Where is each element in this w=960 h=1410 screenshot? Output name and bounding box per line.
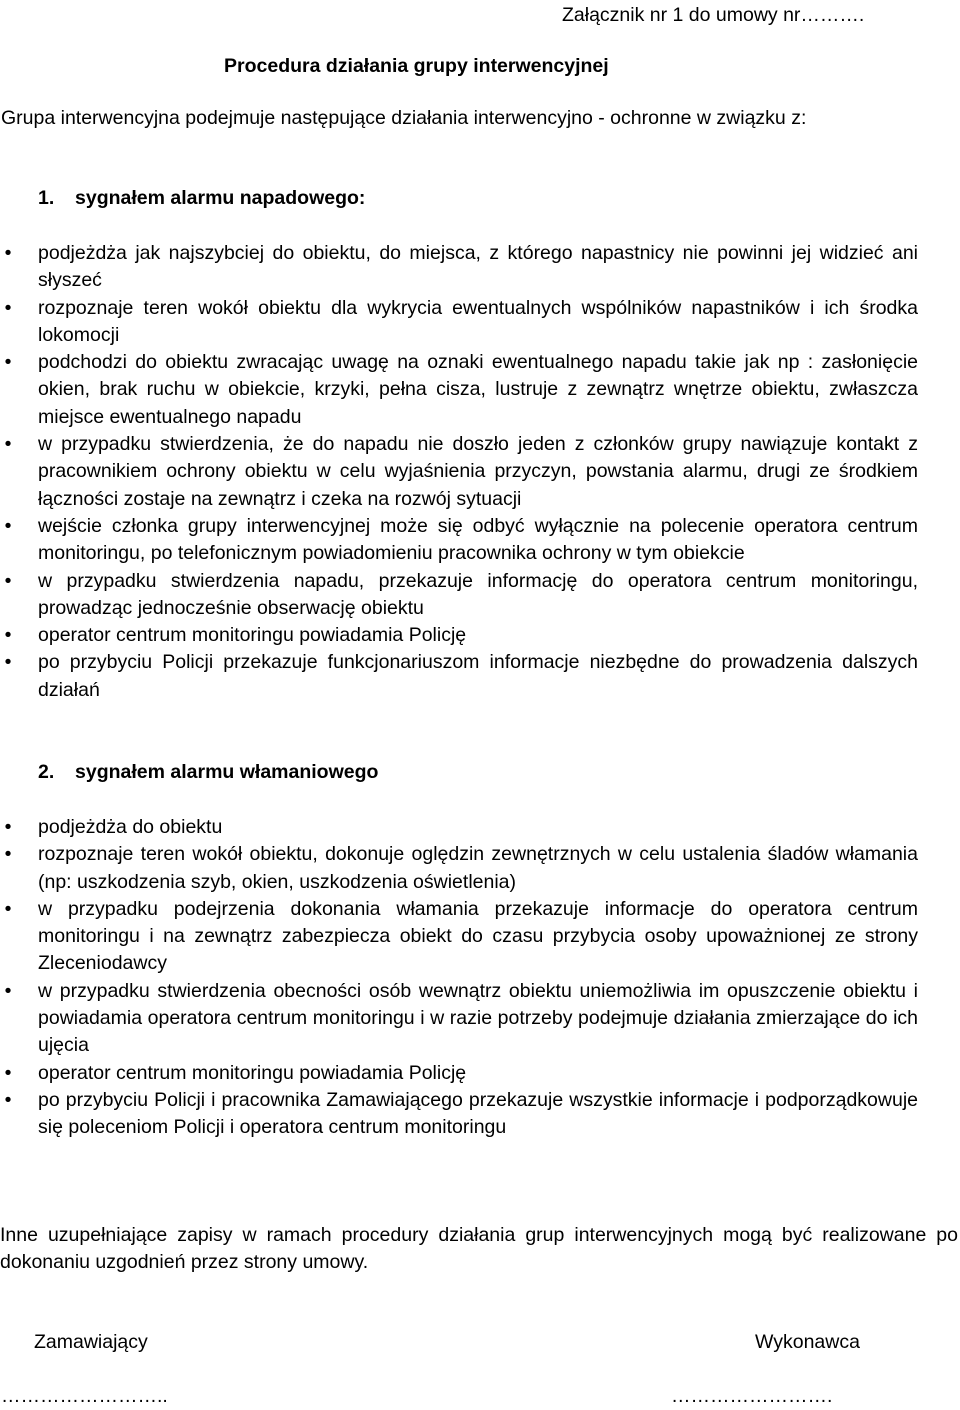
section-1-list (0, 240, 918, 704)
list-item (0, 240, 918, 295)
list-item (0, 1087, 918, 1142)
signature-line-contractor: ……………………. (671, 1385, 833, 1407)
list-item-text: po przybyciu Policji i pracownika Zamawiającego przekazuje wszystkie informacje i podporządkowuje się poleceniom Policji i operatora centrum monitoringu (38, 1088, 918, 1139)
bullet-icon: • (4, 1061, 12, 1084)
intro-paragraph: Grupa interwencyjna podejmuje następujące działania interwencyjno - ochronne w związku z: (1, 107, 807, 129)
list-item (0, 649, 918, 704)
list-item (0, 622, 918, 649)
bullet-icon: • (4, 624, 12, 647)
bullet-icon: • (4, 979, 12, 1002)
document-title: Procedura działania grupy interwencyjnej (224, 55, 609, 77)
bullet-icon: • (4, 351, 12, 374)
bullet-icon: • (4, 1088, 12, 1111)
section-2-list (0, 814, 918, 1142)
section-2-heading (38, 759, 378, 786)
annex-label: Załącznik nr 1 do umowy nr………. (562, 4, 865, 26)
bullet-icon: • (4, 514, 12, 537)
bullet-icon: • (4, 433, 12, 456)
bullet-icon: • (4, 843, 12, 866)
list-item (0, 295, 918, 350)
bullet-icon: • (4, 816, 12, 838)
list-item (0, 978, 918, 1060)
signature-label-client: Zamawiający (34, 1331, 148, 1353)
bullet-icon: • (4, 569, 12, 592)
list-item-text: wejście członka grupy interwencyjnej może się odbyć wyłącznie na polecenie operatora centrum monitoringu, po telefonicznym powiadomieniu pracownika ochrony w tym obiekcie (38, 514, 918, 565)
list-item (0, 896, 918, 978)
section-1-number: 1. (38, 187, 55, 209)
signature-label-contractor: Wykonawca (755, 1331, 860, 1353)
bullet-icon: • (4, 651, 12, 674)
list-item (0, 1060, 918, 1087)
list-item-text: w przypadku stwierdzenia, że do napadu nie doszło jeden z członków grupy nawiązuje kontakt z pracownikiem ochrony obiektu w celu wyjaśnienia przyczyn, powstania alarmu, drugi ze środkiem łączności zostaje na zewnątrz i czeka na rozwój sytuacji (38, 433, 918, 510)
list-item (0, 568, 918, 623)
list-item-text: operator centrum monitoringu powiadamia Policję (38, 1061, 467, 1084)
section-2-title: sygnałem alarmu włamaniowego (75, 761, 379, 783)
closing-paragraph: Inne uzupełniające zapisy w ramach procedury działania grup interwencyjnych mogą być realizowane po dokonaniu uzgodnień przez strony umowy. (0, 1224, 958, 1274)
list-item-text: w przypadku stwierdzenia obecności osób wewnątrz obiektu uniemożliwia im opuszczenie obiektu i powiadamia operatora centrum monitoringu i w razie potrzeby podejmuje działania zmierzające do ich ujęcia (38, 979, 918, 1057)
list-item (0, 841, 918, 896)
list-item (0, 431, 918, 513)
bullet-icon: • (4, 296, 12, 319)
list-item-text: w przypadku stwierdzenia napadu, przekazuje informację do operatora centrum monitoringu, prowadząc jednocześnie obserwację obiektu (38, 569, 918, 619)
section-2-number: 2. (38, 761, 55, 783)
list-item (0, 814, 918, 841)
list-item-text: podjeżdża jak najszybciej do obiektu, do miejsca, z którego napastnicy nie powinni jej widzieć ani słyszeć (38, 242, 918, 292)
list-item-text: po przybyciu Policji przekazuje funkcjonariuszom informacje niezbędne do prowadzenia dalszych działań (38, 651, 918, 701)
list-item (0, 349, 918, 431)
bullet-icon: • (4, 242, 12, 264)
list-item-text: w przypadku podejrzenia dokonania włamania przekazuje informacje do operatora centrum monitoringu i na zewnątrz zabezpiecza obiekt do czasu przybycia osoby upoważnionej ze strony Zleceniodawcy (38, 897, 918, 975)
list-item-text: podjeżdża do obiektu (38, 816, 223, 838)
list-item (0, 513, 918, 568)
section-1-title: sygnałem alarmu napadowego: (75, 187, 366, 209)
list-item-text: rozpoznaje teren wokół obiektu dla wykrycia ewentualnych wspólników napastników i ich środka lokomocji (38, 296, 918, 346)
list-item-text: rozpoznaje teren wokół obiektu, dokonuje oględzin zewnętrznych w celu ustalenia śladów włamania (np: uszkodzenia szyb, okien, uszkodzenia oświetlenia) (38, 843, 918, 893)
signature-line-client: …………………….. (1, 1385, 168, 1407)
bullet-icon: • (4, 897, 12, 920)
list-item-text: operator centrum monitoringu powiadamia Policję (38, 624, 467, 647)
list-item-text: podchodzi do obiektu zwracając uwagę na oznaki ewentualnego napadu takie jak np : zasłonięcie okien, brak ruchu w obiekcie, krzyki, pełna cisza, lustruje z zewnątrz wnętrze obiektu, zwłaszcza miejsce ewentualnego napadu (38, 351, 918, 428)
section-1-heading (38, 185, 365, 212)
